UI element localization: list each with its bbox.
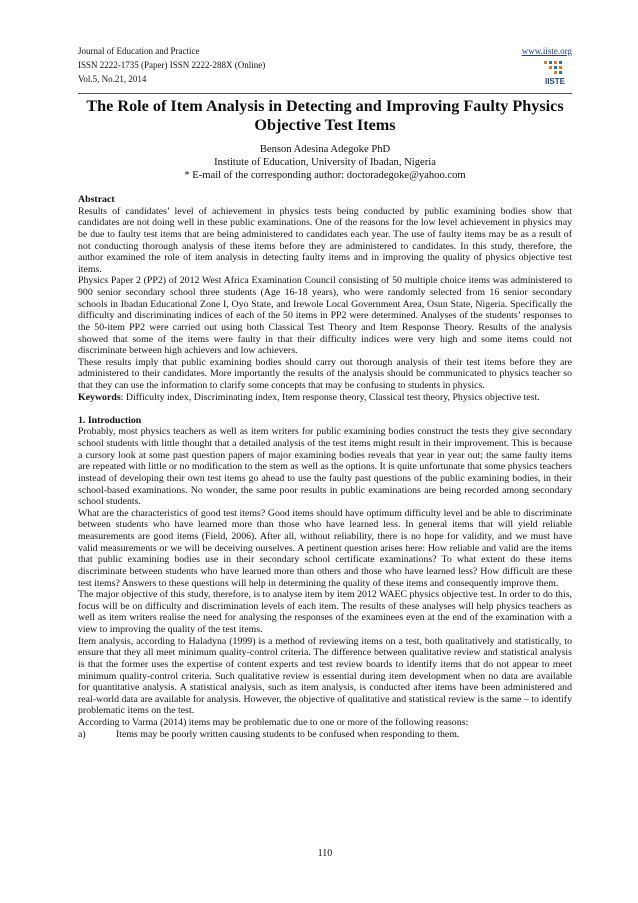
abstract-paragraph-3: These results imply that public examining bodies should carry out thorough analysis of their test items before they are administered to their candidates. More importantly the results of the analysis should be communicated to physics teacher so that they can use the information to clarify some concepts that may be confusing to students in physics. bbox=[78, 356, 572, 391]
header-rule bbox=[78, 93, 572, 94]
intro-paragraph-2: What are the characteristics of good test items? Good items should have optimum difficulty level and be able to discriminate between students who have learned more than those who have learned less. In general items that will yield reliable measurements are good items (Field, 2006). After all, without reliability, there is no hope for validity, and we must have valid measurements or we will be deceiving ourselves. A pertinent question arises here: How reliable and valid are the items that public examining bodies use in their secondary school certificate examinations? To what extent do these items discriminate between students who have learned more than others and those who have learned less? How difficult are these test items? Answers to these questions will help in determining the quality of these items and consequently improve them. bbox=[78, 507, 572, 589]
introduction-heading: 1. Introduction bbox=[78, 414, 142, 426]
author-name: Benson Adesina Adegoke PhD bbox=[259, 144, 391, 155]
list-item-label: a) bbox=[78, 728, 86, 740]
journal-url-link[interactable]: www.iiste.org bbox=[521, 46, 572, 56]
list-item bbox=[78, 729, 572, 741]
intro-paragraph-5: According to Varma (2014) items may be problematic due to one or more of the following reasons: bbox=[78, 717, 469, 729]
keywords bbox=[78, 392, 572, 404]
intro-paragraph-3: The major objective of this study, therefore, is to analyse item by item 2012 WAEC physics objective test. In order to do this, focus will be on difficulty and discrimination levels of each item. The results of these analyses will help physics teachers as well as item writers realise the need for analysing the responses of the examinees even at the end of the examination with a view to improving the quality of the test items. bbox=[78, 589, 572, 636]
intro-paragraph-4: Item analysis, according to Haladyna (1999) is a method of reviewing items on a test, both qualitatively and statistically, to ensure that they all meet minimum quality-control criteria. The difference between qualitative review and statistical analysis is that the former uses the expertise of content experts and test review boards to identify items that do not appear to meet minimum quality-control criteria. Such qualitative review is essential during item development when no data are available for quantitative analysis. A statistical analysis, such as item analysis, is conducted after items have been administered and real-world data are available for analysis. However, the objective of qualitative and statistical review is the same – to identify problematic items on the test. bbox=[78, 635, 572, 717]
intro-paragraph-1: Probably, most physics teachers as well as item writers for public examining bodies construct the tests they give secondary school students with little thought that a detailed analysis of the test items might result in their improvement. This is because a cursory look at some past question papers of major examining bodies reveals that year in year out; the same faulty items are repeated with little or no modification to the stem as well as the options. It is quite unfortunate that some physics teachers instead of developing their own test items go ahead to use the faulty past questions of the public examining bodies, in their school-based examinations. No wonder, the same poor results in public examinations are being recorded among secondary school students. bbox=[78, 426, 572, 508]
journal-name: Journal of Education and Practice bbox=[78, 46, 200, 56]
issn-line: ISSN 2222-1735 (Paper) ISSN 2222-288X (Online) bbox=[78, 60, 266, 70]
paper-body bbox=[78, 194, 572, 740]
keywords-label: Keywords bbox=[78, 391, 121, 403]
volume-line: Vol.5, No.21, 2014 bbox=[78, 74, 147, 84]
paper-title: The Role of Item Analysis in Detecting and Improving Faulty Physics Objective Test Items bbox=[86, 97, 564, 134]
iiste-logo bbox=[540, 60, 570, 86]
author-email: * E-mail of the corresponding author: doctoradegoke@yahoo.com bbox=[184, 170, 466, 181]
page-number: 110 bbox=[317, 848, 333, 859]
abstract-paragraph-1: Results of candidates’ level of achievement in physics tests being conducted by public examining bodies show that candidates are not doing well in these public examinations. One of the reasons for the low level achievement in physics may be due to faulty test items that are being administered to candidates each year. The use of faulty items may be as a result of not conducting thorough analysis of these items before they are administered to candidates. In this study, therefore, the author examined the role of item analysis in detecting faulty items and in improving the quality of physics objective test items. bbox=[78, 205, 572, 275]
abstract-paragraph-2: Physics Paper 2 (PP2) of 2012 West Africa Examination Council consisting of 50 multiple choice items was administered to 900 senior secondary school three students (Age 16-18 years), who were randomly selected from 16 senior secondary schools in Ibadan Educational Zone I, Oyo State, and Irewole Local Government Area, Osun State, Nigeria. Specifically the difficulty and discriminating indices of each of the 50 items in PP2 were determined. Analyses of the students’ responses to the 50-item PP2 were carried out using both Classical Test Theory and Item Response Theory. Results of the analysis showed that some of the items were faulty in that their difficulty indices were very high and some items could not discriminate between high achievers and low achievers. bbox=[78, 275, 572, 357]
abstract-heading: Abstract bbox=[78, 194, 115, 205]
keywords-text: : Difficulty index, Discriminating index, Item response theory, Classical test theory, Physics objective test. bbox=[120, 391, 540, 403]
logo-text: IISTE bbox=[544, 77, 566, 86]
author-affiliation: Institute of Education, University of Ibadan, Nigeria bbox=[214, 157, 436, 168]
list-item-text: Items may be poorly written causing students to be confused when responding to them. bbox=[116, 728, 460, 740]
